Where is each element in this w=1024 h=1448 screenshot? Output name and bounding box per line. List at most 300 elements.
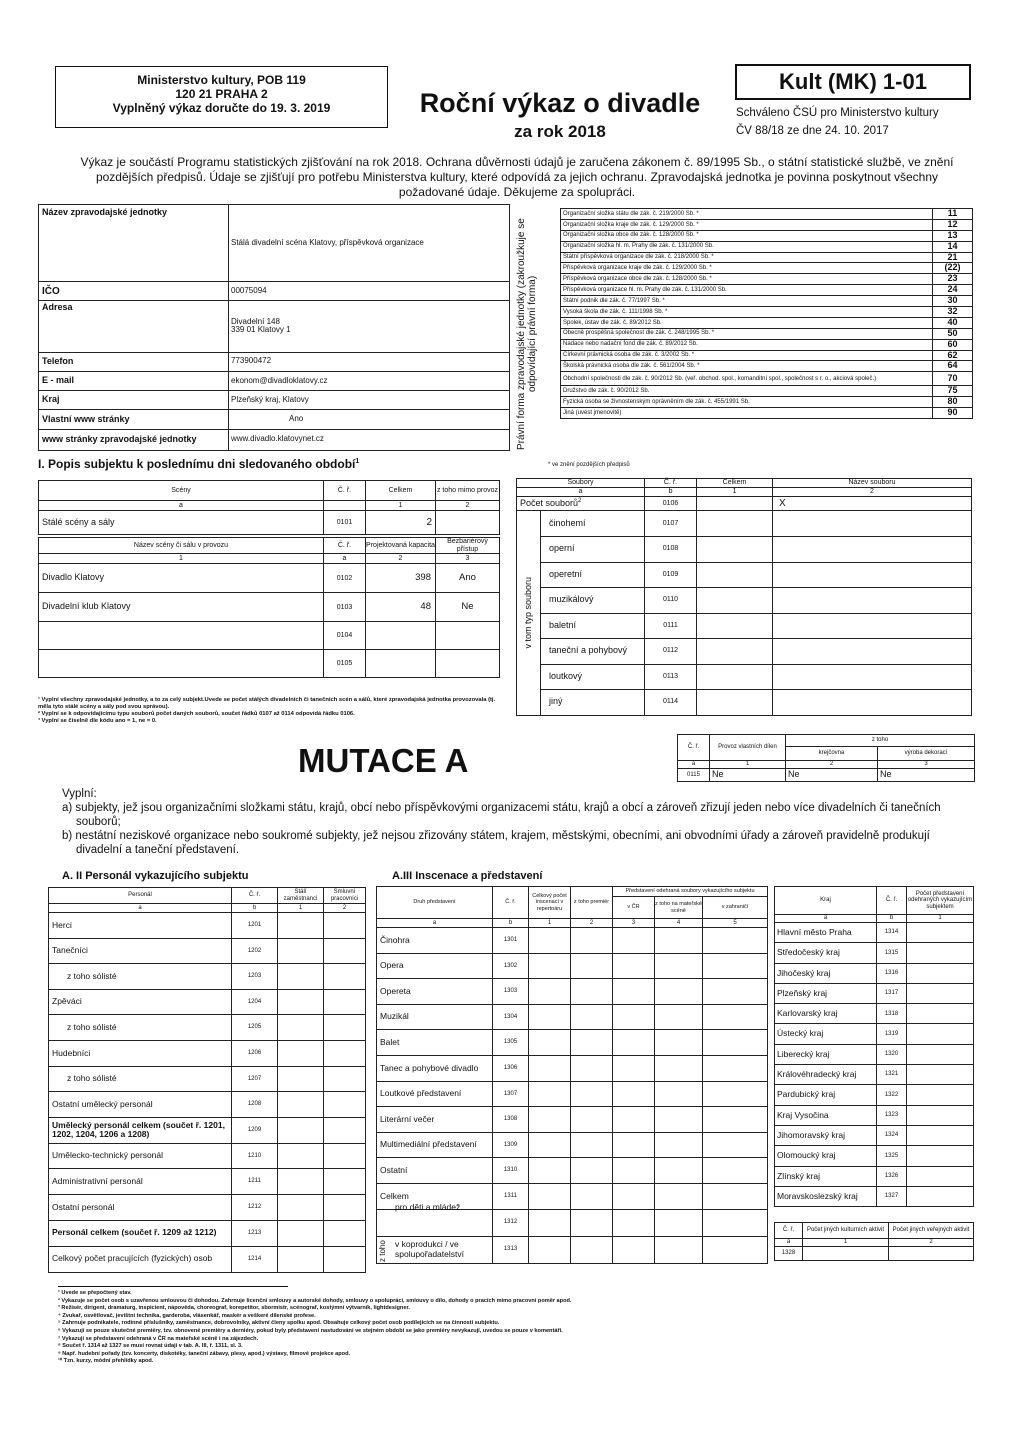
unit-name-value: Stálá divadelní scéna Klatovy, příspěvková organizace bbox=[229, 205, 510, 282]
region-value[interactable] bbox=[907, 1186, 974, 1206]
hall-capacity[interactable]: 398 bbox=[366, 564, 436, 593]
abroad-header: v zahraničí bbox=[703, 897, 768, 919]
regions-table bbox=[774, 886, 974, 1207]
personnel-table bbox=[48, 887, 366, 1273]
staff-value[interactable] bbox=[278, 1143, 324, 1169]
ensemble-type-name[interactable] bbox=[773, 562, 972, 588]
staging-value[interactable] bbox=[613, 1081, 655, 1107]
ensemble-type-vertical bbox=[517, 511, 541, 716]
web-value: www.divadlo.klatovynet.cz bbox=[229, 429, 510, 450]
of-which-vertical: z toho bbox=[378, 1239, 387, 1262]
staging-value[interactable] bbox=[571, 953, 613, 979]
staging-value[interactable] bbox=[655, 1004, 703, 1030]
ensemble-type-name[interactable] bbox=[773, 511, 972, 537]
personnel-header: Personál bbox=[49, 888, 232, 904]
row-code: 0111 bbox=[645, 613, 697, 639]
web-label: www stránky zpravodajské jednotky bbox=[39, 429, 229, 450]
legal-form-code[interactable]: 90 bbox=[933, 408, 973, 419]
ensembles-count-value[interactable] bbox=[697, 497, 773, 511]
hall-capacity[interactable]: 48 bbox=[366, 593, 436, 622]
staff-value[interactable] bbox=[278, 1015, 324, 1041]
contract-value[interactable] bbox=[324, 1220, 366, 1246]
idx: a bbox=[377, 919, 493, 928]
staging-value[interactable] bbox=[529, 953, 571, 979]
staging-value[interactable] bbox=[703, 1030, 768, 1056]
hall-barrier-free[interactable]: Ne bbox=[436, 593, 500, 622]
contract-header: Smluvní pracovníci bbox=[324, 888, 366, 904]
idx: 1 bbox=[697, 488, 773, 497]
hall-barrier-free[interactable]: Ano bbox=[436, 564, 500, 593]
footnote: ⁶ Vykazují se pouze skutečné premiéry, tzv. obnovené premiéry a derniéry, pokud byly představení nastudováni ve stejném období se jako premiéry nevykazují, uvedou se pouze v komentáři. bbox=[58, 1327, 563, 1334]
staging-value[interactable] bbox=[529, 1236, 571, 1263]
legal-form-code[interactable]: 50 bbox=[933, 328, 973, 339]
row-code: 1315 bbox=[877, 943, 907, 963]
legal-form-code[interactable]: 13 bbox=[933, 230, 973, 241]
ensemble-type-total[interactable] bbox=[697, 690, 773, 716]
public-activities-value[interactable] bbox=[889, 1247, 974, 1261]
staff-value[interactable] bbox=[278, 989, 324, 1015]
section-1-title: I. Popis subjektu k poslednímu dni sledovaného období$^1$ bbox=[38, 457, 360, 471]
region-label: Liberecký kraj bbox=[775, 1044, 877, 1064]
staging-value[interactable] bbox=[703, 1132, 768, 1158]
staging-value[interactable] bbox=[571, 1055, 613, 1081]
region-label: Plzeňský kraj bbox=[775, 983, 877, 1003]
contract-value[interactable] bbox=[324, 1246, 366, 1272]
staff-value[interactable] bbox=[278, 1246, 324, 1272]
staging-value[interactable] bbox=[655, 1055, 703, 1081]
legal-form-code[interactable]: 32 bbox=[933, 307, 973, 318]
legal-form-row bbox=[561, 372, 973, 386]
ensemble-type-name[interactable] bbox=[773, 537, 972, 563]
other-activities-table bbox=[774, 1222, 974, 1261]
row-code: 1304 bbox=[493, 1004, 529, 1030]
contract-value[interactable] bbox=[324, 1117, 366, 1143]
legal-form-code[interactable]: 12 bbox=[933, 219, 973, 230]
region-value[interactable] bbox=[907, 963, 974, 983]
idx: 1 bbox=[907, 915, 974, 923]
legal-form-row bbox=[561, 252, 973, 263]
region-value[interactable] bbox=[907, 1146, 974, 1166]
region-label: Kraj Vysočina bbox=[775, 1105, 877, 1125]
idx: a bbox=[775, 1239, 803, 1247]
staging-value[interactable] bbox=[613, 1183, 655, 1209]
intro-text: Výkaz je součástí Programu statistických zjišťování na rok 2018. Ochrana důvěrnosti údajů je zaručena zákonem č. 89/1995 Sb., o státní statistické službě, ve znění pozdějších předpisů. Údaje se zjišťují pro potřebu Ministerstva kultury, které odpovídá za jejich ochranu. Zpravodajská jednotka je povinna poskytnout všechny požadované údaje. Děkujeme za spolupráci. bbox=[80, 155, 954, 199]
ensemble-type-total[interactable] bbox=[697, 588, 773, 614]
legal-form-code[interactable]: 70 bbox=[933, 372, 973, 386]
legal-form-code[interactable]: 14 bbox=[933, 241, 973, 252]
staging-value[interactable] bbox=[655, 1158, 703, 1184]
personnel-row bbox=[49, 1092, 366, 1118]
region-label: Jihočeský kraj bbox=[775, 963, 877, 983]
ensemble-type-name[interactable] bbox=[773, 690, 972, 716]
staging-value[interactable] bbox=[703, 953, 768, 979]
workshops-value[interactable]: Ne bbox=[710, 769, 786, 782]
ensembles-table bbox=[516, 478, 972, 716]
legal-form-code[interactable]: 80 bbox=[933, 397, 973, 408]
row-code: 0110 bbox=[645, 588, 697, 614]
cr-header: Č. ř. bbox=[493, 887, 529, 919]
staff-value[interactable] bbox=[278, 1040, 324, 1066]
staging-value[interactable] bbox=[529, 1132, 571, 1158]
ensemble-type-total[interactable] bbox=[697, 664, 773, 690]
personnel-row bbox=[49, 1066, 366, 1092]
personnel-row bbox=[49, 964, 366, 990]
row-code: 1323 bbox=[877, 1105, 907, 1125]
region-value[interactable] bbox=[907, 1105, 974, 1125]
row-code: 1305 bbox=[493, 1030, 529, 1056]
staging-value[interactable] bbox=[613, 1004, 655, 1030]
other-activities-value[interactable] bbox=[803, 1247, 889, 1261]
legal-form-row bbox=[561, 350, 973, 361]
row-code: 0105 bbox=[324, 650, 366, 678]
idx: 1 bbox=[529, 919, 571, 928]
legal-form-code[interactable]: 30 bbox=[933, 296, 973, 307]
legal-form-row bbox=[561, 230, 973, 241]
region-value[interactable] bbox=[907, 1085, 974, 1105]
ensemble-type-total[interactable] bbox=[697, 537, 773, 563]
legal-form-code[interactable]: 40 bbox=[933, 317, 973, 328]
personnel-row bbox=[49, 1143, 366, 1169]
region-label: Pardubický kraj bbox=[775, 1085, 877, 1105]
legal-form-label: Jiná (uvést jmenovitě) bbox=[561, 408, 933, 419]
staging-value[interactable] bbox=[529, 1055, 571, 1081]
total-header: Celkem bbox=[366, 481, 436, 501]
staging-row bbox=[377, 1158, 768, 1184]
footnote: ⁹ Např. hudební pořady (tzv. koncerty, diskotéky, taneční zábavy, plesy, apod.) výstavy, filmové projekce apod. bbox=[58, 1350, 351, 1357]
staging-value[interactable] bbox=[655, 1081, 703, 1107]
staging-value[interactable] bbox=[613, 1107, 655, 1133]
unit-name-label: Název zpravodajské jednotky bbox=[39, 205, 229, 282]
staff-value[interactable] bbox=[278, 964, 324, 990]
footnote: ¹ Vyplní všechny zpravodajské jednotky, a to za celý subjekt.Uvede se počet stálých divadelních či tanečních scén a sálů, které zpravodajská jednotka provozovala (tj. měla tyto stálé scény a sály pod svou správou). bbox=[38, 697, 496, 710]
region-value[interactable] bbox=[907, 943, 974, 963]
contract-value[interactable] bbox=[324, 938, 366, 964]
page-title: Roční výkaz o divadle bbox=[419, 88, 701, 118]
idx: 1 bbox=[803, 1239, 889, 1247]
performances-header: Představení odehraná soubory vykazujícího subjektu bbox=[613, 887, 768, 897]
legal-form-code[interactable]: 62 bbox=[933, 350, 973, 361]
staging-value[interactable] bbox=[571, 1107, 613, 1133]
staging-value[interactable] bbox=[571, 1183, 613, 1209]
staging-value[interactable] bbox=[571, 1004, 613, 1030]
staging-value[interactable] bbox=[655, 1183, 703, 1209]
staging-value[interactable] bbox=[655, 1236, 703, 1263]
row-code: 0107 bbox=[645, 511, 697, 537]
cr-header: Č. ř. bbox=[775, 1223, 803, 1239]
legal-form-row bbox=[561, 328, 973, 339]
region-value[interactable] bbox=[907, 983, 974, 1003]
legal-form-label: Nadace nebo nadační fond dle zák. č. 89/2012 Sb. bbox=[561, 339, 933, 350]
ensemble-type-label: operetní bbox=[541, 562, 645, 588]
contract-value[interactable] bbox=[324, 1040, 366, 1066]
contract-value[interactable] bbox=[324, 1092, 366, 1118]
staff-header: Stálí zaměstnanci bbox=[278, 888, 324, 904]
fill-a: a) subjekty, jež jsou organizačními složkami státu, krajů, obcí nebo příspěvkovými organizacemi státu, krajů a obcí a zároveň zřizují jeden nebo více divadelních či tanečních souborů; bbox=[62, 802, 941, 828]
row-code: 1207 bbox=[232, 1066, 278, 1092]
region-value[interactable] bbox=[907, 1044, 974, 1064]
staging-title: A.III Inscenace a představení bbox=[392, 870, 543, 882]
ensemble-type-row bbox=[517, 690, 972, 716]
staging-value[interactable] bbox=[655, 1107, 703, 1133]
ensemble-type-name[interactable] bbox=[773, 664, 972, 690]
set-value[interactable]: Ne bbox=[878, 769, 975, 782]
ministry-postcode: 120 21 PRAHA 2 bbox=[175, 87, 268, 101]
public-activities-header: Počet jiných veřejných aktivit bbox=[889, 1223, 974, 1239]
staging-value[interactable] bbox=[529, 1107, 571, 1133]
staging-value[interactable] bbox=[703, 1209, 768, 1236]
row-code: 1212 bbox=[232, 1194, 278, 1220]
staging-value[interactable] bbox=[655, 928, 703, 954]
staff-value[interactable] bbox=[278, 1220, 324, 1246]
staging-value[interactable] bbox=[529, 928, 571, 954]
staging-value[interactable] bbox=[571, 1236, 613, 1263]
hall-name[interactable] bbox=[39, 650, 324, 678]
row-code: 1312 bbox=[493, 1209, 529, 1236]
idx: a bbox=[775, 915, 877, 923]
staging-value[interactable] bbox=[655, 979, 703, 1005]
contract-value[interactable] bbox=[324, 1066, 366, 1092]
idx: 1 bbox=[710, 761, 786, 769]
row-code: 1313 bbox=[493, 1236, 529, 1263]
staging-table bbox=[376, 886, 768, 1264]
hall-name[interactable]: Divadlo Klatovy bbox=[39, 564, 324, 593]
staging-value[interactable] bbox=[703, 1107, 768, 1133]
row-code: 0113 bbox=[645, 664, 697, 690]
legal-form-code[interactable]: 21 bbox=[933, 252, 973, 263]
legal-form-code[interactable]: 60 bbox=[933, 339, 973, 350]
permanent-scenes-total[interactable]: 2 bbox=[366, 511, 436, 535]
of-which-header: z toho bbox=[786, 735, 975, 747]
region-value[interactable] bbox=[907, 1004, 974, 1024]
legal-form-row bbox=[561, 339, 973, 350]
staff-value[interactable] bbox=[278, 913, 324, 939]
deadline: Vyplněný výkaz doručte do 19. 3. 2019 bbox=[112, 101, 331, 115]
region-header: Kraj bbox=[775, 887, 877, 915]
staging-value[interactable] bbox=[655, 953, 703, 979]
staging-value[interactable] bbox=[655, 1030, 703, 1056]
personnel-row bbox=[49, 913, 366, 939]
contract-value[interactable] bbox=[324, 1169, 366, 1195]
row-code: 0104 bbox=[324, 622, 366, 650]
ensemble-type-name[interactable] bbox=[773, 639, 972, 665]
staging-value[interactable] bbox=[571, 1081, 613, 1107]
legal-form-row bbox=[561, 307, 973, 318]
staging-value[interactable] bbox=[655, 1209, 703, 1236]
footnote: ³ Režisér, dirigent, dramaturg, inspicient, nápověda, choreograf, korepetitor, sbormistr, scénograf, kostýmní výtvarník, lightdesigner. bbox=[58, 1305, 410, 1312]
ensemble-type-row bbox=[517, 537, 972, 563]
staff-value[interactable] bbox=[278, 938, 324, 964]
fill-b: b) nestátní neziskové organizace nebo soukromé subjekty, jež nejsou zřizovány státem, krajem, městskými, obecními, ani obvodními úřady a zároveň pravidelně produkují divadelní a taneční představení. bbox=[62, 830, 930, 856]
ensemble-type-total[interactable] bbox=[697, 613, 773, 639]
contract-value[interactable] bbox=[324, 964, 366, 990]
staging-value[interactable] bbox=[613, 1158, 655, 1184]
staging-value[interactable] bbox=[703, 1081, 768, 1107]
staff-value[interactable] bbox=[278, 1092, 324, 1118]
staging-value[interactable] bbox=[703, 1236, 768, 1263]
scenes-header: Scény bbox=[39, 481, 324, 501]
personnel-title: A. II Personál vykazujícího subjektu bbox=[62, 870, 249, 882]
ensemble-type-total[interactable] bbox=[697, 511, 773, 537]
staging-value[interactable] bbox=[529, 1030, 571, 1056]
staging-value[interactable] bbox=[613, 1132, 655, 1158]
premiere-header: z toho premiér bbox=[571, 887, 613, 919]
row-code: 0102 bbox=[324, 564, 366, 593]
staging-value[interactable] bbox=[613, 928, 655, 954]
legal-form-code[interactable]: 23 bbox=[933, 274, 973, 285]
staff-value[interactable] bbox=[278, 1169, 324, 1195]
row-code: 1311 bbox=[493, 1183, 529, 1209]
staging-label: Opereta bbox=[377, 979, 493, 1005]
staging-value[interactable] bbox=[613, 1055, 655, 1081]
permanent-scenes-outside[interactable] bbox=[436, 511, 500, 535]
personnel-label: Umělecký personál celkem (součet ř. 1201, 1202, 1204, 1206 a 1208) bbox=[49, 1117, 232, 1143]
personnel-label: Tanečníci bbox=[49, 938, 232, 964]
email-value: ekonom@divadloklatovy.cz bbox=[229, 371, 510, 390]
staging-value[interactable] bbox=[571, 1158, 613, 1184]
staging-value[interactable] bbox=[703, 979, 768, 1005]
cr-header: Č. ř. bbox=[678, 735, 710, 761]
region-label: Středočeský kraj bbox=[775, 943, 877, 963]
legal-form-code[interactable]: 64 bbox=[933, 361, 973, 372]
staff-value[interactable] bbox=[278, 1194, 324, 1220]
legal-form-vertical-label: Právní forma zpravodajské jednotky (zakroužkuje se odpovídající právní forma) bbox=[516, 218, 538, 450]
costume-value[interactable]: Ne bbox=[786, 769, 878, 782]
staging-value[interactable] bbox=[613, 1236, 655, 1263]
staging-label: Multimediální představení bbox=[377, 1132, 493, 1158]
staging-value[interactable] bbox=[613, 1030, 655, 1056]
ensemble-type-label: činohemí bbox=[541, 511, 645, 537]
footnote: ² Vykazuje se počet osob s uzavřenou smlouvou či dohodou. Zahrnuje licenční smlouvy a autorské dohody, smlouvy o spolupráci, smlouvy o dílo, dohody o pracích mimo pracovní poměr apod. bbox=[58, 1297, 572, 1304]
row-code: 1320 bbox=[877, 1044, 907, 1064]
legal-form-label: Spolek, ústav dle zák. č. 89/2012 Sb. bbox=[561, 317, 933, 328]
ministry-name: Ministerstvo kultury, POB 119 bbox=[137, 73, 306, 87]
staging-value[interactable] bbox=[571, 1132, 613, 1158]
staging-value[interactable] bbox=[703, 1183, 768, 1209]
contract-value[interactable] bbox=[324, 1194, 366, 1220]
region-value[interactable] bbox=[907, 923, 974, 943]
ensemble-type-label: baletní bbox=[541, 613, 645, 639]
region-value[interactable] bbox=[907, 1166, 974, 1186]
staging-sub-label bbox=[377, 1236, 493, 1263]
staging-value[interactable] bbox=[703, 1004, 768, 1030]
email-label: E - mail bbox=[39, 371, 229, 390]
idx: 3 bbox=[613, 919, 655, 928]
ensemble-type-total[interactable] bbox=[697, 639, 773, 665]
set-header: výroba dekorací bbox=[878, 747, 975, 761]
ensembles-header: Soubory bbox=[517, 479, 645, 488]
region-value[interactable] bbox=[907, 1024, 974, 1044]
contract-value[interactable] bbox=[324, 913, 366, 939]
staging-value[interactable] bbox=[529, 1183, 571, 1209]
staging-value[interactable] bbox=[529, 1209, 571, 1236]
type-header: Druh představení bbox=[377, 887, 493, 919]
hall-barrier-free[interactable] bbox=[436, 622, 500, 650]
staging-value[interactable] bbox=[613, 979, 655, 1005]
legal-form-label: Obecně prospěšná společnost dle zák. č. 248/1995 Sb. * bbox=[561, 328, 933, 339]
contract-value[interactable] bbox=[324, 1015, 366, 1041]
idx: a bbox=[678, 761, 710, 769]
region-label: Zlínský kraj bbox=[775, 1166, 877, 1186]
region-row bbox=[775, 1105, 974, 1125]
staging-row bbox=[377, 1081, 768, 1107]
legal-form-row bbox=[561, 386, 973, 397]
staging-value[interactable] bbox=[529, 1081, 571, 1107]
row-code: 1214 bbox=[232, 1246, 278, 1272]
region-value[interactable] bbox=[907, 1125, 974, 1145]
ensemble-type-row bbox=[517, 562, 972, 588]
personnel-label: Umělecko-technický personál bbox=[49, 1143, 232, 1169]
staging-value[interactable] bbox=[703, 928, 768, 954]
staging-value[interactable] bbox=[529, 1158, 571, 1184]
hall-row bbox=[39, 593, 500, 622]
row-code: 1326 bbox=[877, 1166, 907, 1186]
staging-value[interactable] bbox=[571, 928, 613, 954]
staging-value[interactable] bbox=[529, 979, 571, 1005]
cr-header: Č. ř. bbox=[232, 888, 278, 904]
hall-barrier-free[interactable] bbox=[436, 650, 500, 678]
approval-number: ČV 88/18 ze dne 24. 10. 2017 bbox=[736, 125, 889, 137]
row-code: 1310 bbox=[493, 1158, 529, 1184]
staging-value[interactable] bbox=[529, 1004, 571, 1030]
staging-value[interactable] bbox=[613, 1209, 655, 1236]
staff-value[interactable] bbox=[278, 1066, 324, 1092]
approval-text: Schváleno ČSÚ pro Ministerstvo kultury bbox=[736, 107, 939, 119]
legal-form-code[interactable]: 24 bbox=[933, 285, 973, 296]
hall-capacity[interactable] bbox=[366, 622, 436, 650]
address-line1: Divadelní 148 bbox=[231, 316, 280, 326]
hall-name[interactable] bbox=[39, 622, 324, 650]
notes-divider bbox=[58, 1286, 288, 1287]
barrier-header: Bezbariérový přístup bbox=[436, 538, 500, 554]
staging-value[interactable] bbox=[703, 1055, 768, 1081]
staging-value[interactable] bbox=[571, 1030, 613, 1056]
staff-value[interactable] bbox=[278, 1117, 324, 1143]
ensemble-type-total[interactable] bbox=[697, 562, 773, 588]
idx: 4 bbox=[655, 919, 703, 928]
contract-value[interactable] bbox=[324, 989, 366, 1015]
personnel-label: z toho sólisté bbox=[49, 1015, 232, 1041]
legal-form-code[interactable]: 11 bbox=[933, 209, 973, 220]
ensemble-type-name[interactable] bbox=[773, 613, 972, 639]
address-line2: 339 01 Klatovy 1 bbox=[231, 325, 291, 335]
personnel-label: z toho sólisté bbox=[49, 964, 232, 990]
hall-name[interactable]: Divadelní klub Klatovy bbox=[39, 593, 324, 622]
legal-form-code[interactable]: 75 bbox=[933, 386, 973, 397]
staging-value[interactable] bbox=[655, 1132, 703, 1158]
staging-value[interactable] bbox=[613, 953, 655, 979]
footnote: ¹⁰ Tzn. kurzy, módní přehlídky apod. bbox=[58, 1358, 154, 1365]
legal-form-label: Obchodní společnosti dle zák. č. 90/2012 Sb. (veř. obchod. spol., komanditní spol., společnost s r. o., akciová společ.) bbox=[561, 372, 933, 386]
ensembles-count-label: Počet souborů$^2$ bbox=[517, 497, 645, 511]
staging-value[interactable] bbox=[571, 1209, 613, 1236]
address-label: Adresa bbox=[39, 301, 229, 352]
region-row bbox=[775, 983, 974, 1003]
footnote: ² Vyplní se k odpovídajícímu typu souborů počet daných souborů, součet řádků 0107 až 0114 odpovídá řádku 0106. bbox=[38, 711, 355, 717]
row-code: 1306 bbox=[493, 1055, 529, 1081]
ensemble-type-name[interactable] bbox=[773, 588, 972, 614]
staging-value[interactable] bbox=[571, 979, 613, 1005]
legal-form-row bbox=[561, 285, 973, 296]
form-code-box: Kult (MK) 1-01 bbox=[735, 64, 971, 100]
legal-form-label: Církevní právnická osoba dle zák. č. 3/2002 Sb. * bbox=[561, 350, 933, 361]
legal-form-code[interactable]: (22) bbox=[933, 263, 973, 274]
hall-capacity[interactable] bbox=[366, 650, 436, 678]
contract-value[interactable] bbox=[324, 1143, 366, 1169]
footnote: ⁵ Zahrnuje podnikatele, rodinné příslušníky, zaměstnance, dobrovolníky, aktivní členy spolku apod. Obsahuje celkový počet osob podílejících se na činnosti subjektu. bbox=[58, 1320, 500, 1327]
staging-label: Ostatní bbox=[377, 1158, 493, 1184]
staging-value[interactable] bbox=[703, 1158, 768, 1184]
region-value[interactable] bbox=[907, 1065, 974, 1085]
